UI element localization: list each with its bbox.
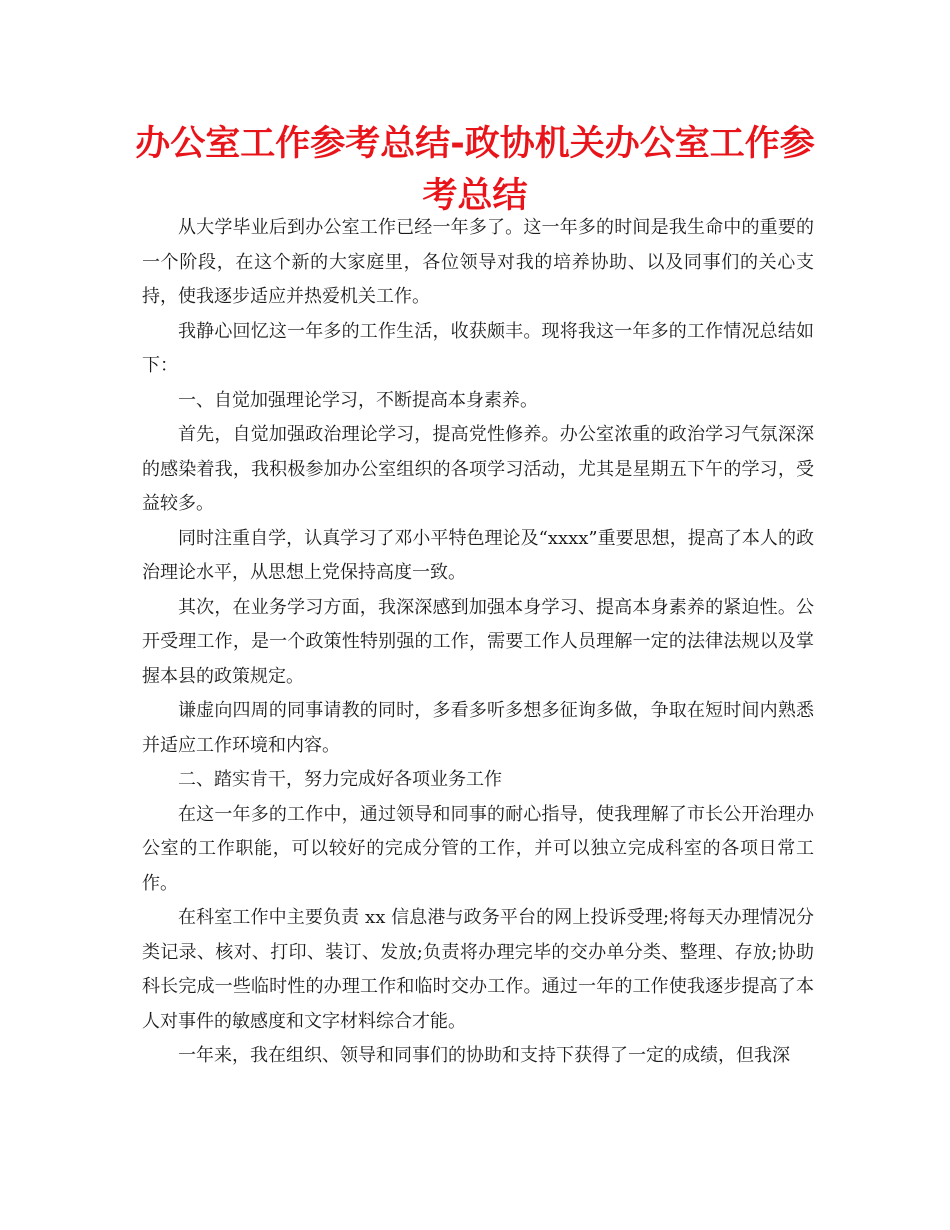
paragraph: 我静心回忆这一年多的工作生活，收获颇丰。现将我这一年多的工作情况总结如下： (142, 320, 814, 376)
paragraph: 一年来，我在组织、领导和同事们的协助和支持下获得了一定的成绩，但我深 (178, 1045, 790, 1066)
section-heading: 一、自觉加强理论学习，不断提高本身素养。 (178, 389, 538, 411)
paragraph: 从大学毕业后到办公室工作已经一年多了。这一年多的时间是我生命中的重要的一个阶段，在这个新的大家庭里，各位领导对我的培养协助、以及同事们的关心支持，使我逐步适应并热爱机关工作。 (142, 217, 814, 307)
section-heading: 二、踏实肯干，努力完成好各项业务工作 (178, 769, 502, 790)
paragraph: 首先，自觉加强政治理论学习，提高党性修养。办公室浓重的政治学习气氛深深的感染着我，我积极参加办公室组织的各项学习活动，尤其是星期五下午的学习，受益较多。 (142, 424, 814, 514)
document-title: 办公室工作参考总结-政协机关办公室工作参考总结 (135, 124, 815, 216)
document-body (142, 211, 814, 1074)
paragraph: 在科室工作中主要负责 xx 信息港与政务平台的网上投诉受理;将每天办理情况分类记录、核对、打印、装订、发放;负责将办理完毕的交办单分类、整理、存放;协助科长完成一些临时性的办理工作和临时交办工作。通过一年的工作使我逐步提高了本人对事件的敏感度和文字材料综合才能。 (142, 907, 814, 1032)
paragraph: 同时注重自学，认真学习了邓小平特色理论及“xxxx”重要思想，提高了本人的政治理论水平，从思想上党保持高度一致。 (142, 527, 814, 583)
paragraph: 在这一年多的工作中，通过领导和同事的耐心指导，使我理解了市长公开治理办公室的工作职能，可以较好的完成分管的工作，并可以独立完成科室的各项日常工作。 (142, 803, 814, 894)
paragraph: 谦虚向四周的同事请教的同时，多看多听多想多征询多做，争取在短时间内熟悉并适应工作环境和内容。 (142, 700, 814, 756)
paragraph: 其次，在业务学习方面，我深深感到加强本身学习、提高本身素养的紧迫性。公开受理工作，是一个政策性特别强的工作，需要工作人员理解一定的法律法规以及掌握本县的政策规定。 (142, 596, 814, 687)
